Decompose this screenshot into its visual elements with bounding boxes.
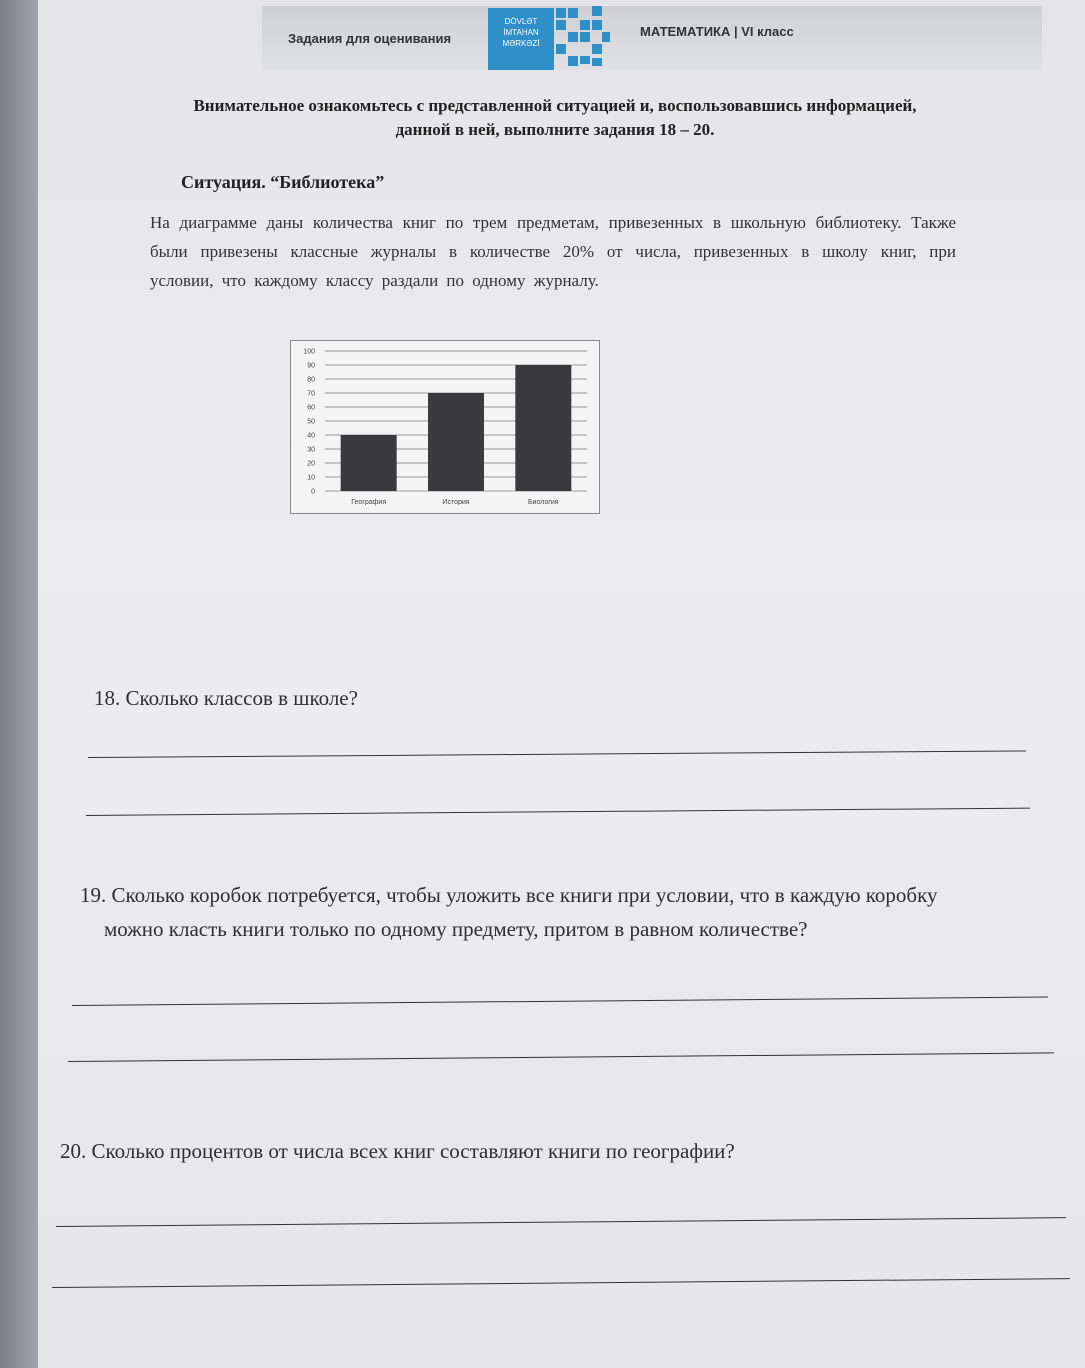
bar-chart-svg	[291, 341, 599, 513]
logo-text-line-1: DÖVLƏT	[504, 17, 538, 26]
y-tick-label: 70	[307, 390, 315, 398]
y-tick-label: 80	[307, 376, 315, 384]
y-tick-label: 10	[307, 474, 315, 482]
x-tick-label: История	[442, 499, 470, 506]
bar	[428, 393, 484, 491]
y-tick-label: 50	[307, 418, 315, 426]
y-tick-label: 40	[307, 432, 315, 440]
question-20: 20. Сколько процентов от числа всех книг составляют книги по географии?	[60, 1139, 735, 1163]
y-tick-label: 60	[307, 404, 315, 412]
y-tick-label: 20	[307, 460, 315, 468]
x-tick-label: География	[351, 499, 387, 506]
logo-pixel-grid	[556, 6, 614, 72]
question-18: 18. Сколько классов в школе?	[94, 686, 358, 710]
dim-logo	[488, 8, 554, 70]
situation-title: Ситуация. “Библиотека”	[181, 172, 385, 192]
situation-description: На диаграмме даны количества книг по трем предметам, привезенных в школьную библиотеку. Также были привезены классные журналы в количестве 20% от числа, привезенных в школу книг, при условии, что каждому классу раздали по одному журналу.	[150, 213, 956, 290]
instructions: Внимательное ознакомьтесь с представленной ситуацией и, воспользовавшись информацией, данной в ней, выполните задания 18 – 20.	[193, 96, 917, 139]
logo-text-line-2: İMTAHAN	[503, 28, 539, 37]
y-tick-label: 30	[307, 446, 315, 454]
y-tick-label: 100	[303, 348, 315, 356]
y-tick-label: 90	[307, 362, 315, 370]
bar	[515, 365, 571, 491]
logo-text-line-3: MƏRKƏZİ	[502, 39, 540, 48]
header-subject-grade: МАТЕМАТИКА | VI класс	[640, 24, 794, 39]
header-assessment-label: Задания для оценивания	[288, 31, 452, 46]
question-19-line-2: можно класть книги только по одному предмету, притом в равном количестве?	[104, 917, 808, 941]
bar	[341, 435, 397, 491]
bar-chart	[290, 340, 600, 514]
y-tick-label: 0	[311, 488, 315, 496]
x-tick-label: Биология	[528, 499, 559, 506]
question-19-line-1: 19. Сколько коробок потребуется, чтобы уложить все книги при условии, что в каждую коробку	[80, 883, 938, 907]
